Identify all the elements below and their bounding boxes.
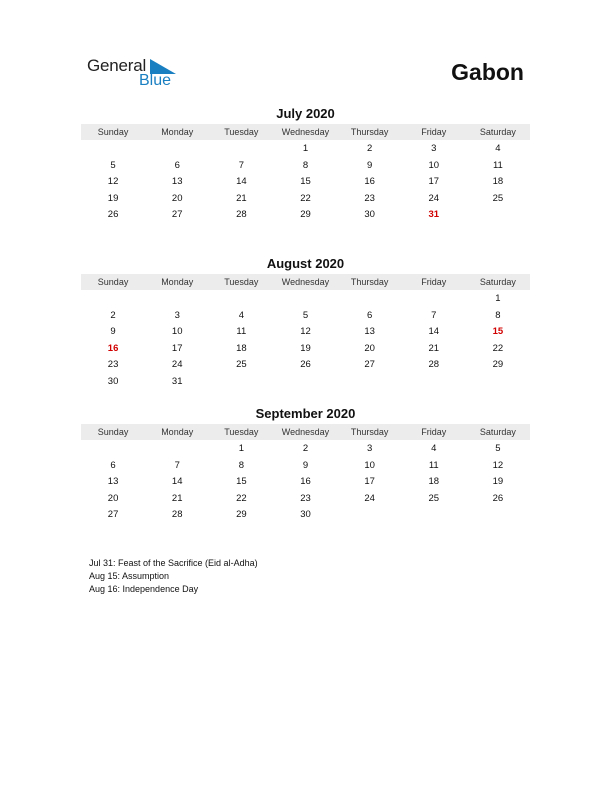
day-cell bbox=[209, 374, 273, 391]
weekday-label: Thursday bbox=[350, 277, 389, 287]
week-row bbox=[81, 308, 530, 325]
day-cell: 17 bbox=[364, 476, 375, 488]
day-cell: 26 bbox=[492, 492, 504, 504]
day-cell: 11 bbox=[428, 459, 439, 471]
day-cell: 15 bbox=[300, 176, 311, 188]
weekday-label: Monday bbox=[161, 127, 194, 137]
week-row bbox=[81, 341, 530, 358]
weekday-label: Monday bbox=[161, 277, 194, 287]
day-cell: 26 bbox=[107, 209, 119, 221]
day-cell bbox=[402, 374, 466, 391]
day-cell bbox=[338, 507, 402, 524]
weekday-label: Friday bbox=[421, 277, 447, 287]
day-cell: 20 bbox=[107, 492, 119, 504]
day-cell bbox=[81, 291, 145, 308]
day-cell: 1 bbox=[238, 443, 244, 454]
day-cell bbox=[338, 291, 402, 308]
day-cell: 18 bbox=[428, 476, 440, 488]
weekday-label: Thursday bbox=[350, 427, 389, 437]
logo-general-text: General bbox=[87, 56, 147, 75]
day-cell: 16 bbox=[300, 476, 311, 488]
day-cell: 30 bbox=[107, 375, 119, 387]
day-cell: 23 bbox=[107, 359, 119, 371]
weekday-label: Sunday bbox=[97, 127, 129, 137]
day-cell: 7 bbox=[431, 309, 437, 321]
day-cell: 14 bbox=[428, 326, 440, 338]
day-cell: 25 bbox=[428, 492, 440, 504]
day-cell bbox=[81, 141, 145, 158]
day-cell: 15 bbox=[236, 476, 247, 488]
day-cell: 3 bbox=[366, 443, 373, 454]
week-row bbox=[81, 441, 530, 458]
day-cell bbox=[338, 374, 402, 391]
day-cell: 12 bbox=[492, 459, 504, 471]
day-cell: 30 bbox=[364, 209, 375, 221]
weekday-header-row bbox=[81, 424, 530, 440]
day-cell: 21 bbox=[171, 492, 183, 504]
day-cell: 13 bbox=[107, 476, 119, 488]
month-september bbox=[81, 406, 530, 524]
week-row bbox=[81, 507, 530, 524]
country-title: Gabon bbox=[451, 59, 524, 85]
day-cell: 20 bbox=[171, 192, 183, 204]
day-cell: 10 bbox=[428, 159, 440, 171]
week-row bbox=[81, 174, 530, 191]
day-cell: 11 bbox=[236, 326, 247, 338]
day-cell: 29 bbox=[236, 509, 247, 521]
day-cell: 2 bbox=[110, 309, 116, 321]
day-cell bbox=[273, 291, 337, 308]
day-cell: 4 bbox=[431, 443, 437, 454]
day-cell: 17 bbox=[428, 176, 440, 188]
weekday-label: Sunday bbox=[97, 427, 129, 437]
day-cell: 23 bbox=[300, 492, 311, 504]
day-cell: 25 bbox=[492, 192, 504, 204]
month-july bbox=[81, 106, 530, 224]
day-cell bbox=[145, 291, 209, 308]
week-row bbox=[81, 374, 530, 391]
day-cell: 28 bbox=[171, 509, 183, 521]
day-cell: 6 bbox=[174, 159, 180, 171]
logo-blue-text: Blue bbox=[139, 72, 172, 89]
week-row bbox=[81, 474, 530, 491]
day-cell: 16 bbox=[364, 176, 375, 188]
day-cell: 12 bbox=[107, 176, 119, 188]
day-cell: 25 bbox=[236, 359, 247, 371]
day-cell bbox=[209, 141, 273, 158]
day-cell: 20 bbox=[364, 342, 375, 354]
weekday-label: Wednesday bbox=[281, 127, 330, 137]
day-cell: 24 bbox=[171, 359, 183, 371]
day-cell: 27 bbox=[364, 359, 375, 371]
holiday-day-cell: 31 bbox=[428, 209, 440, 221]
day-cell bbox=[145, 441, 209, 458]
day-cell: 27 bbox=[171, 209, 183, 221]
day-cell: 13 bbox=[171, 176, 183, 188]
day-cell: 21 bbox=[236, 192, 247, 204]
day-cell: 1 bbox=[302, 143, 309, 154]
day-cell: 6 bbox=[110, 459, 116, 471]
week-row bbox=[81, 291, 530, 308]
day-cell: 8 bbox=[495, 309, 501, 321]
day-cell: 7 bbox=[238, 159, 244, 171]
day-cell: 23 bbox=[364, 192, 375, 204]
day-cell: 9 bbox=[110, 326, 116, 338]
week-row bbox=[81, 357, 530, 374]
weekday-label: Thursday bbox=[350, 127, 389, 137]
day-cell: 8 bbox=[302, 159, 309, 171]
day-cell bbox=[466, 374, 530, 391]
holiday-notes bbox=[89, 557, 258, 596]
weekday-label: Monday bbox=[161, 427, 194, 437]
day-cell: 19 bbox=[492, 476, 504, 488]
day-cell: 29 bbox=[492, 359, 504, 371]
day-cell: 27 bbox=[107, 509, 119, 521]
day-cell: 22 bbox=[492, 342, 504, 354]
month-title: August 2020 bbox=[266, 256, 345, 271]
day-cell: 28 bbox=[236, 209, 247, 221]
holiday-note: Aug 15: Assumption bbox=[89, 571, 170, 581]
day-cell: 18 bbox=[236, 342, 247, 354]
day-cell: 5 bbox=[495, 443, 501, 454]
weekday-label: Saturday bbox=[479, 127, 516, 137]
weekday-header-row bbox=[81, 274, 530, 290]
day-cell bbox=[81, 441, 145, 458]
day-cell: 19 bbox=[107, 192, 119, 204]
day-cell: 26 bbox=[300, 359, 311, 371]
day-cell: 10 bbox=[171, 326, 183, 338]
day-cell: 30 bbox=[300, 509, 311, 521]
day-cell: 22 bbox=[300, 192, 311, 204]
day-cell bbox=[466, 207, 530, 224]
day-cell: 19 bbox=[300, 342, 311, 354]
week-row bbox=[81, 458, 530, 475]
day-cell: 3 bbox=[431, 143, 437, 154]
day-cell: 1 bbox=[495, 293, 501, 304]
day-cell: 13 bbox=[364, 326, 375, 338]
week-row bbox=[81, 491, 530, 508]
logo bbox=[87, 56, 187, 92]
day-cell: 14 bbox=[171, 476, 183, 488]
weekday-label: Wednesday bbox=[281, 277, 330, 287]
week-row bbox=[81, 141, 530, 158]
week-row bbox=[81, 207, 530, 224]
weekday-label: Saturday bbox=[479, 427, 516, 437]
day-cell: 4 bbox=[495, 143, 501, 154]
day-cell: 24 bbox=[428, 192, 440, 204]
day-cell: 3 bbox=[174, 309, 180, 321]
week-row bbox=[81, 191, 530, 208]
day-cell: 8 bbox=[238, 459, 244, 471]
weekday-label: Sunday bbox=[97, 277, 129, 287]
day-cell: 18 bbox=[492, 176, 504, 188]
weekday-label: Friday bbox=[421, 427, 447, 437]
weekday-label: Saturday bbox=[479, 277, 516, 287]
weekday-label: Wednesday bbox=[281, 427, 330, 437]
day-cell bbox=[145, 141, 209, 158]
month-august bbox=[81, 256, 530, 391]
day-cell bbox=[273, 374, 337, 391]
holiday-day-cell: 15 bbox=[492, 326, 504, 338]
day-cell: 10 bbox=[364, 459, 375, 471]
week-row bbox=[81, 158, 530, 175]
holiday-day-cell: 16 bbox=[107, 342, 119, 354]
day-cell: 31 bbox=[171, 375, 183, 387]
day-cell: 5 bbox=[110, 159, 116, 171]
month-title: July 2020 bbox=[276, 106, 335, 121]
day-cell bbox=[466, 507, 530, 524]
month-title: September 2020 bbox=[255, 406, 356, 421]
holiday-note: Jul 31: Feast of the Sacrifice (Eid al-Adha) bbox=[89, 558, 258, 568]
day-cell: 24 bbox=[364, 492, 375, 504]
day-cell: 28 bbox=[428, 359, 440, 371]
day-cell: 21 bbox=[428, 342, 440, 354]
weekday-label: Tuesday bbox=[224, 277, 259, 287]
day-cell: 11 bbox=[492, 159, 503, 171]
weekday-label: Tuesday bbox=[224, 427, 259, 437]
day-cell bbox=[209, 291, 273, 308]
weekday-label: Tuesday bbox=[224, 127, 259, 137]
day-cell: 12 bbox=[300, 326, 311, 338]
week-row bbox=[81, 324, 530, 341]
day-cell: 2 bbox=[302, 443, 309, 454]
holiday-note: Aug 16: Independence Day bbox=[89, 584, 199, 594]
day-cell: 17 bbox=[171, 342, 183, 354]
day-cell: 22 bbox=[236, 492, 247, 504]
day-cell bbox=[402, 291, 466, 308]
day-cell: 9 bbox=[366, 159, 373, 171]
day-cell: 2 bbox=[366, 143, 373, 154]
weekday-label: Friday bbox=[421, 127, 447, 137]
day-cell: 29 bbox=[300, 209, 311, 221]
day-cell: 7 bbox=[174, 459, 180, 471]
day-cell: 14 bbox=[236, 176, 247, 188]
day-cell: 9 bbox=[302, 459, 309, 471]
weekday-header-row bbox=[81, 124, 530, 140]
day-cell: 6 bbox=[366, 309, 373, 321]
day-cell: 5 bbox=[302, 309, 309, 321]
day-cell bbox=[402, 507, 466, 524]
day-cell: 4 bbox=[238, 309, 244, 321]
